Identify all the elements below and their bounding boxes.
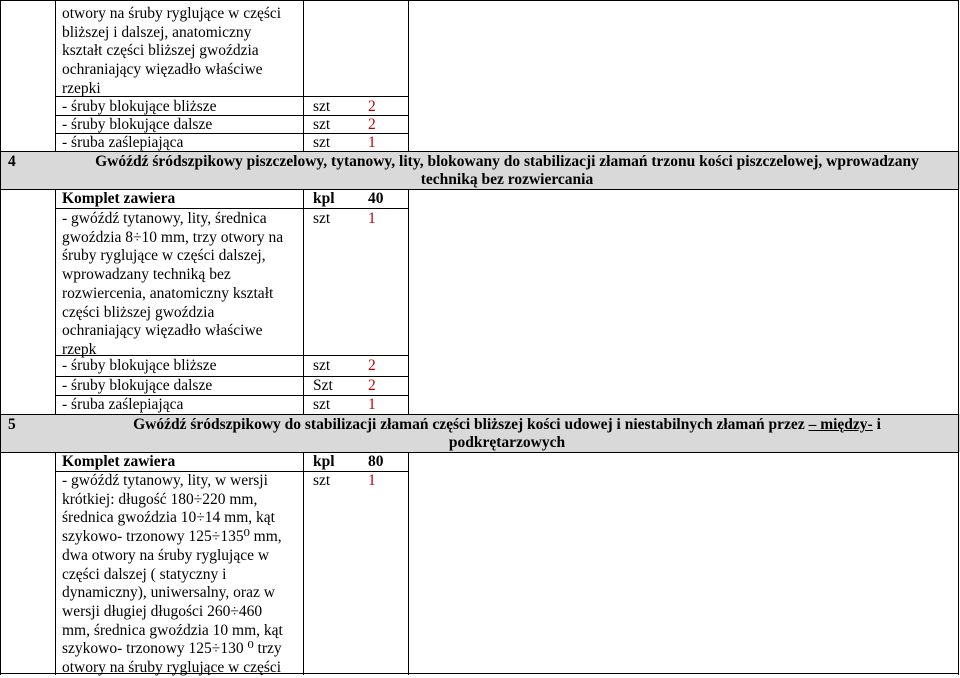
- item4-row-qty: 1: [368, 396, 376, 413]
- item4-row-label: - śruby blokujące dalsze: [62, 377, 213, 394]
- item4-kit-qty: 40: [368, 190, 384, 207]
- row-line: [55, 208, 409, 209]
- item4-kit-unit: kpl: [313, 190, 335, 207]
- col-divider-1: [55, 0, 56, 151]
- block1-row-unit: szt: [313, 134, 331, 151]
- col-divider-3: [408, 0, 409, 151]
- item5-main-qty: 1: [368, 472, 376, 489]
- item5-kit-unit: kpl: [313, 453, 335, 470]
- col-divider-2: [303, 0, 304, 151]
- item5-kit-label: Komplet zawiera: [62, 453, 176, 470]
- left-border: [0, 0, 1, 675]
- item5-title-part-b: i: [872, 416, 881, 433]
- item4-row-qty: 2: [368, 377, 376, 394]
- item4-title: [58, 153, 956, 189]
- item4-row-unit: Szt: [313, 377, 333, 394]
- col-divider-3c: [408, 452, 409, 675]
- col-divider-3b: [408, 189, 409, 414]
- item5-main-unit: szt: [313, 472, 331, 489]
- item4-main-description: - gwóźdź tytanowy, lity, średnica gwoździa 8÷10 mm, trzy otwory na śruby ryglujące w części dalszej, wprowadzany techniką bez rozwiercenia, anatomiczny kształt części bliższej gwoździa ochraniający więzadło właściwe rzepk: [62, 210, 284, 358]
- item4-main-qty: 1: [368, 210, 376, 227]
- item5-title-line1: [58, 416, 956, 434]
- item4-row-label: - śruby blokujące bliższe: [62, 357, 217, 374]
- item4-title-line2: techniką bez rozwiercania: [420, 171, 594, 188]
- col-divider-2b: [303, 189, 304, 414]
- block1-row-label: - śruby blokujące bliższe: [62, 98, 217, 115]
- block1-description: otwory na śruby ryglujące w części bliższej i dalszej, anatomiczny kształt części bliższej gwoździa ochraniający więzadło właściwe rzepki: [62, 5, 282, 97]
- item4-main-unit: szt: [313, 210, 331, 227]
- item4-row-unit: szt: [313, 396, 331, 413]
- item5-title: [58, 416, 956, 452]
- block1-row-qty: 2: [368, 116, 376, 133]
- block1-row-qty: 2: [368, 98, 376, 115]
- block1-row-label: - śruby blokujące dalsze: [62, 116, 213, 133]
- item4-row-unit: szt: [313, 357, 331, 374]
- col-divider-1c: [55, 452, 56, 675]
- item5-title-line2: podkrętarzowych: [448, 434, 566, 451]
- block1-row-unit: szt: [313, 116, 331, 133]
- item5-kit-qty: 80: [368, 453, 384, 470]
- block1-row-unit: szt: [313, 98, 331, 115]
- item4-row-qty: 2: [368, 357, 376, 374]
- item5-number: 5: [8, 416, 16, 433]
- item4-title-line1: Gwóźdź śródszpikowy piszczelowy, tytanowy, lity, blokowany do stabilizacji złamań trzonu kości piszczelowej, wprowadzany: [95, 153, 919, 170]
- row-line: [0, 414, 959, 415]
- item5-title-underlined: – między-: [808, 416, 873, 433]
- item5-title-part-a: Gwóźdź śródszpikowy do stabilizacji złamań części bliższej kości udowej i niestabilnych złamań przez: [133, 416, 809, 433]
- item5-main-description: - gwóźdź tytanowy, lity, w wersji krótkiej: długość 180÷220 mm, średnica gwoździa 10÷14 mm, kąt szykowo- trzonowy 125÷135⁰ mm, dwa otwory na śruby ryglujące w części dalszej ( statyczny i dynamiczny), uniwersalny, oraz w wersji długiej długości 260÷460 mm, średnica gwoździa 10 mm, kąt szykowo- trzonowy 125÷130 ⁰ trzy otwory na śruby ryglujące w części: [62, 472, 283, 677]
- block1-row-label: - śruba zaślepiająca: [62, 134, 184, 151]
- col-divider-2c: [303, 452, 304, 675]
- top-border: [0, 0, 959, 1]
- item4-row-label: - śruba zaślepiająca: [62, 396, 184, 413]
- item4-kit-label: Komplet zawiera: [62, 190, 176, 207]
- item4-number: 4: [8, 153, 16, 170]
- right-border: [958, 0, 959, 675]
- col-divider-1b: [55, 189, 56, 414]
- block1-row-qty: 1: [368, 134, 376, 151]
